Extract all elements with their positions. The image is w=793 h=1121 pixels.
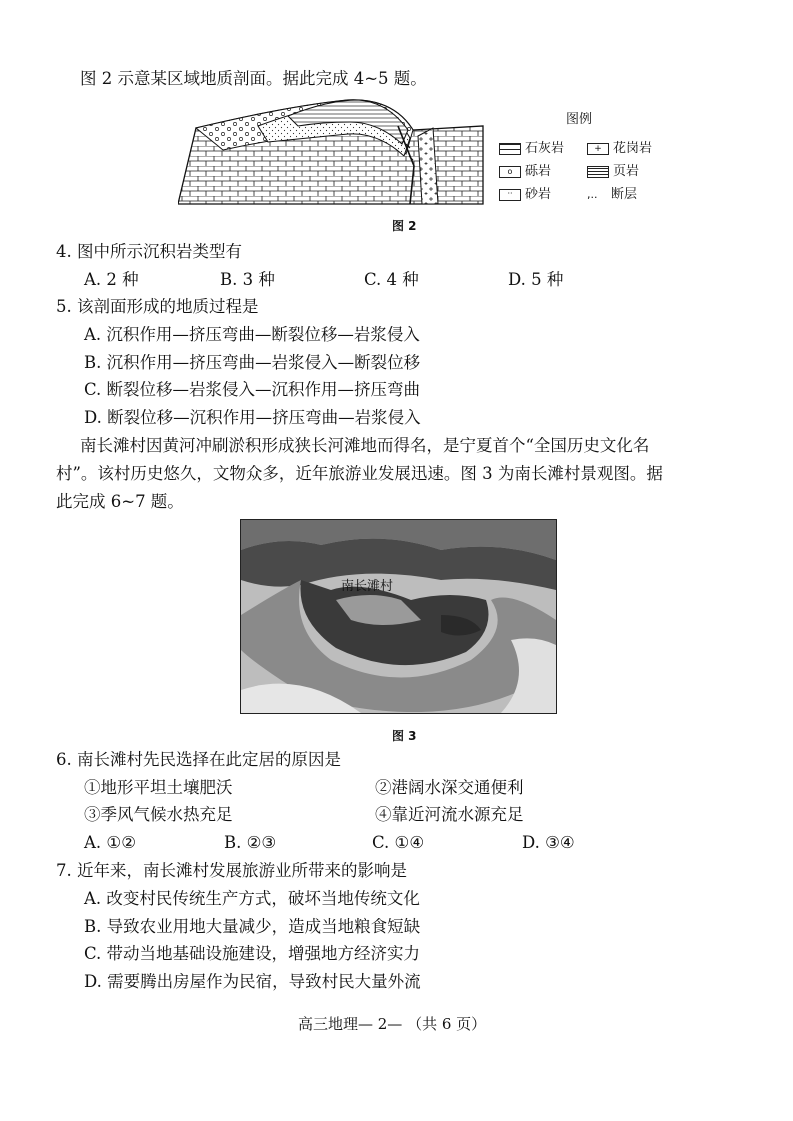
legend-fault: ,.. 断层 — [587, 187, 638, 202]
intro-text-q4-5: 图 2 示意某区域地质剖面。据此完成 4~5 题。 — [80, 69, 427, 88]
sandstone-pattern-icon: ·· — [499, 189, 521, 201]
q4-option-d: D. 5 种 — [508, 270, 564, 289]
legend-shale: 页岩 — [587, 160, 639, 179]
q4-option-a: A. 2 种 — [84, 270, 139, 289]
q4-option-b: B. 3 种 — [220, 270, 275, 289]
q6-statement-4: ④靠近河流水源充足 — [375, 805, 524, 824]
limestone-pattern-icon — [499, 143, 521, 155]
figure3-caption: 图 3 — [392, 729, 417, 743]
q6-option-c: C. ①④ — [372, 833, 425, 852]
photo-label: 南长滩村 — [341, 579, 394, 594]
q5-stem: 5. 该剖面形成的地质过程是 — [56, 297, 259, 316]
q6-statement-3: ③季风气候水热充足 — [84, 805, 233, 824]
q7-stem: 7. 近年来，南长滩村发展旅游业所带来的影响是 — [56, 861, 407, 880]
q5-option-b: B. 沉积作用—挤压弯曲—岩浆侵入—断裂位移 — [84, 353, 421, 372]
shale-pattern-icon — [587, 166, 609, 178]
q6-option-d: D. ③④ — [522, 833, 575, 852]
intro-text-q6-7-line2: 村”。该村历史悠久，文物众多，近年旅游业发展迅速。图 3 为南长滩村景观图。据 — [56, 464, 663, 483]
legend-granite: + 花岗岩 — [587, 137, 652, 156]
granite-pattern-icon: + — [587, 143, 609, 155]
q6-statement-2: ②港阔水深交通便利 — [375, 778, 524, 797]
q5-option-a: A. 沉积作用—挤压弯曲—断裂位移—岩浆侵入 — [84, 325, 420, 344]
legend-title: 图例 — [566, 112, 593, 127]
q6-option-a: A. ①② — [84, 833, 136, 852]
q6-statement-1: ①地形平坦土壤肥沃 — [84, 778, 233, 797]
q7-option-c: C. 带动当地基础设施建设，增强地方经济实力 — [84, 944, 421, 963]
geologic-cross-section — [178, 96, 490, 208]
conglomerate-pattern-icon: o — [499, 166, 521, 178]
intro-text-q6-7-line3: 此完成 6~7 题。 — [56, 492, 184, 511]
q5-option-d: D. 断裂位移—沉积作用—挤压弯曲—岩浆侵入 — [84, 408, 421, 427]
q6-stem: 6. 南长滩村先民选择在此定居的原因是 — [56, 750, 341, 769]
intro-text-q6-7-line1: 南长滩村因黄河冲刷淤积形成狭长河滩地而得名，是宁夏首个“全国历史文化名 — [80, 436, 650, 455]
legend-limestone: 石灰岩 — [499, 137, 564, 156]
q4-option-c: C. 4 种 — [364, 270, 419, 289]
q7-option-a: A. 改变村民传统生产方式，破坏当地传统文化 — [84, 889, 420, 908]
q5-option-c: C. 断裂位移—岩浆侵入—沉积作用—挤压弯曲 — [84, 380, 421, 399]
figure2-caption: 图 2 — [392, 219, 417, 233]
legend-sandstone: ·· 砂岩 — [499, 183, 551, 202]
fault-symbol-icon: ,.. — [587, 188, 598, 201]
q4-stem: 4. 图中所示沉积岩类型有 — [56, 242, 242, 261]
page-footer: 高三地理— 2— （共 6 页） — [298, 1015, 487, 1033]
q6-option-b: B. ②③ — [224, 833, 277, 852]
q7-option-d: D. 需要腾出房屋作为民宿，导致村民大量外流 — [84, 972, 421, 991]
river-bend-illustration — [241, 520, 556, 713]
q7-option-b: B. 导致农业用地大量减少，造成当地粮食短缺 — [84, 917, 421, 936]
landscape-photo — [240, 519, 557, 714]
legend-conglomerate: o 砾岩 — [499, 160, 551, 179]
